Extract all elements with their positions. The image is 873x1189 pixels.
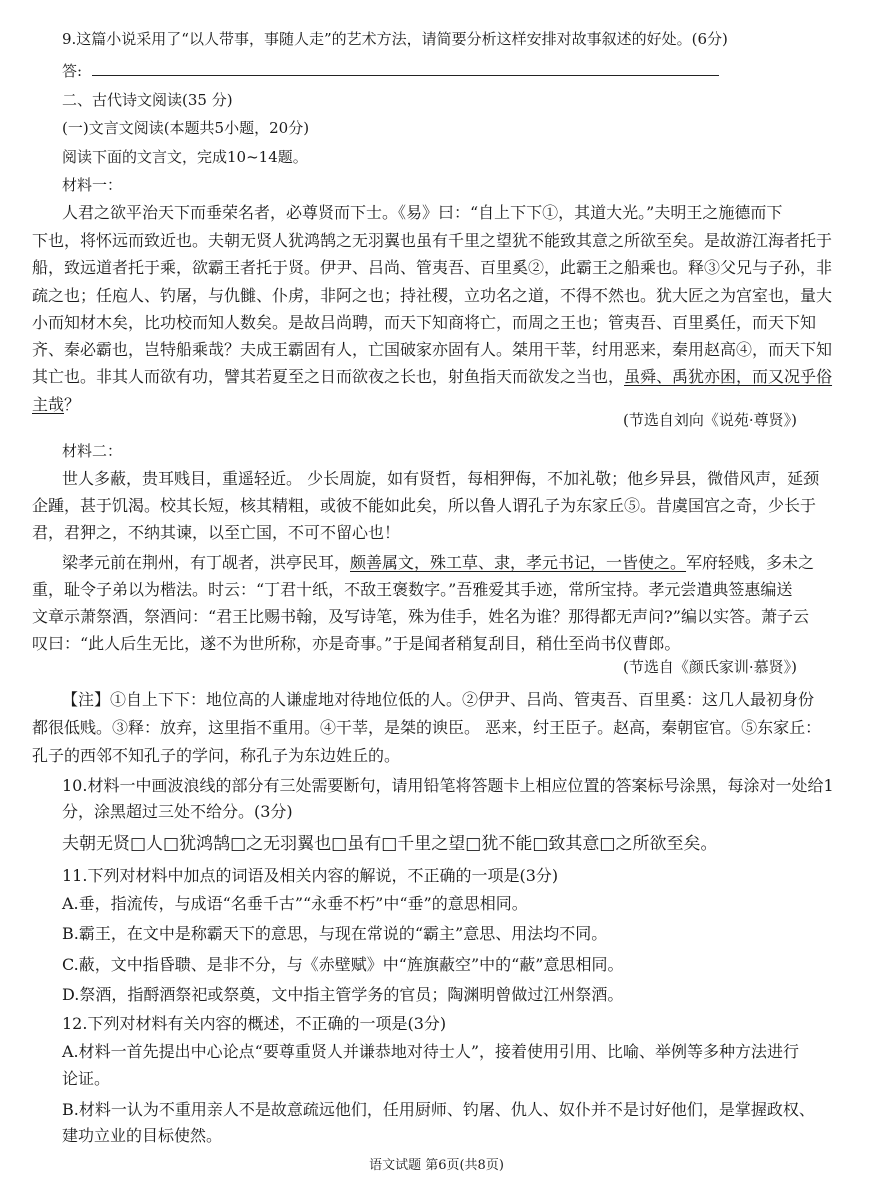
material-2-line: 君，君狎之，不纳其谏，以至亡国，不可不留心也！ (32, 523, 401, 542)
material-1-line (32, 395, 80, 415)
question-11: 11.下列对材料中加点的词语及相关内容的解说，不正确的一项是(3分) (62, 866, 559, 885)
material-1-line: 小而知材木矣，比功校而知人数矣。是故吕尚聘，而天下知商将亡，而周之王也；管夷吾、百里奚任，而天下知 (32, 313, 817, 332)
material-1-line: 齐、秦必霸也，岂特船乘哉？夫成王霸固有人，亡国破家亦固有人。桀用干莘，纣用恶来，秦用赵高④，而天下知 (32, 340, 833, 359)
question-12: 12.下列对材料有关内容的概述，不正确的一项是(3分) (62, 1014, 447, 1033)
material-2-line: 企踵，甚于饥渴。校其长短，核其精粗，或彼不能如此矣，所以鲁人谓孔子为东家丘⑤。昔虞国宫之奇，少长于 (32, 496, 817, 515)
page-footer: 语文试题 第6页(共8页) (369, 1158, 504, 1173)
material-2-text: 军府轻贱，多未之 (686, 553, 815, 572)
subsection-title: (一)文言文阅读(本题共5小题，20分) (62, 119, 310, 137)
question-10: 分，涂黑超过三处不给分。(3分) (62, 802, 293, 821)
material-1-label: 材料一： (62, 176, 123, 194)
material-1-line: 船，致远道者托于乘，欲霸王者托于贤。伊尹、吕尚、管夷吾、百里奚②，此霸王之船乘也。释③父兄与子孙，非 (32, 258, 833, 277)
note-line: 孔子的西邻不知孔子的学问，称孔子为东边姓丘的。 (32, 746, 401, 765)
note-line: 都很低贱。③释：放弃，这里指不重用。④干莘，是桀的谀臣。 恶来，纣王臣子。赵高，秦朝宦官。⑤东家丘： (32, 718, 822, 737)
reading-instruction: 阅读下面的文言文，完成10~14题。 (62, 148, 308, 166)
material-2-line: 文章示萧祭酒，祭酒问：“君王比赐书翰，及写诗笔，殊为佳手，姓名为谁？那得都无声问?”编以实答。萧子云 (32, 607, 809, 626)
underlined-phrase: 主哉 (32, 395, 65, 414)
answer-line[interactable] (92, 75, 719, 76)
material-1-line (32, 367, 832, 387)
material-2-line (62, 553, 814, 573)
material-2-label: 材料二： (62, 442, 123, 460)
punctuation-sentence[interactable]: 夫朝无贤□人□犹鸿鹄□之无羽翼也□虽有□千里之望□犹不能□致其意□之所欲至矣。 (62, 834, 718, 854)
option-d[interactable]: D.祭酒，指酹酒祭祀或祭奠，文中指主管学务的官员；陶渊明曾做过江州祭酒。 (62, 985, 624, 1004)
underlined-phrase: 颇善属文，殊工草、隶，孝元书记，一皆使之。 (350, 553, 687, 572)
material-1-text: 其亡也。非其人而欲有功，譬其若夏至之日而欲夜之长也，射鱼指天而欲发之当也， (32, 367, 625, 386)
material-2-line: 叹曰：“此人后生无比，遂不为世所称，亦是奇事。”于是闻者稍复刮目，稍仕至尚书仪曹郎。 (32, 634, 681, 653)
option-a[interactable]: A.垂，指流传，与成语“名垂千古”“永垂不朽”中“垂”的意思相同。 (62, 894, 528, 913)
option-c[interactable]: C.蔽，文中指昏聩、是非不分，与《赤壁赋》中“旌旗蔽空”中的“蔽”意思相同。 (62, 955, 624, 974)
question-10: 10.材料一中画波浪线的部分有三处需要断句，请用铅笔将答题卡上相应位置的答案标号涂黑，每涂对一处给1 (62, 776, 834, 795)
material-2-line: 重，耻令子弟以为楷法。时云：“丁君十纸，不敌王褒数字。”吾雅爱其手迹，常所宝持。孝元尝遣典签惠编送 (32, 580, 793, 599)
option-b[interactable]: B.材料一认为不重用亲人不是故意疏远他们，任用厨师、钓屠、仇人、奴仆并不是讨好他们，是掌握政权、 (62, 1100, 815, 1119)
option-b-continued: 建功立业的目标使然。 (62, 1126, 223, 1145)
material-1-source: (节选自刘向《说苑·尊贤》) (623, 411, 797, 429)
material-1-line: 疏之也；任庖人、钓屠，与仇雠、仆虏，非阿之也；持社稷，立功名之道，不得不然也。犹大匠之为宫室也，量大 (32, 286, 833, 305)
material-1-text: ？ (64, 395, 81, 414)
underlined-phrase: 虽舜、禹犹亦困，而又况乎俗 (624, 367, 833, 386)
section-title: 二、古代诗文阅读(35 分) (62, 91, 233, 109)
material-1-line: 人君之欲平治天下而垂荣名者，必尊贤而下士。《易》曰：“自上下下①，其道大光。”夫明王之施德而下 (62, 203, 783, 222)
material-1-line: 下也，将怀远而致近也。夫朝无贤人犹鸿鹄之无羽翼也虽有千里之望犹不能致其意之所欲至矣。是故游江海者托于 (32, 231, 833, 250)
question-9: 9.这篇小说采用了“以人带事，事随人走”的艺术方法，请简要分析这样安排对故事叙述的好处。(6分) (62, 30, 728, 48)
note-line: 【注】①自上下下：地位高的人谦虚地对待地位低的人。②伊尹、吕尚、管夷吾、百里奚：这几人最初身份 (62, 690, 815, 709)
material-2-text: 梁孝元前在荆州，有丁觇者，洪亭民耳， (62, 553, 351, 572)
material-2-line: 世人多蔽，贵耳贱目，重遥轻近。 少长周旋，如有贤哲，每相狎侮，不加礼敬；他乡异县，微借风声，延颈 (62, 469, 820, 488)
material-2-source: (节选自《颜氏家训·慕贤》) (623, 658, 797, 676)
option-b[interactable]: B.霸王，在文中是称霸天下的意思，与现在常说的“霸主”意思、用法均不同。 (62, 924, 608, 943)
answer-label: 答: (62, 62, 83, 80)
option-a[interactable]: A.材料一首先提出中心论点“要尊重贤人并谦恭地对待士人”，接着使用引用、比喻、举例等多种方法进行 (62, 1042, 800, 1061)
option-a-continued: 论证。 (62, 1069, 111, 1088)
